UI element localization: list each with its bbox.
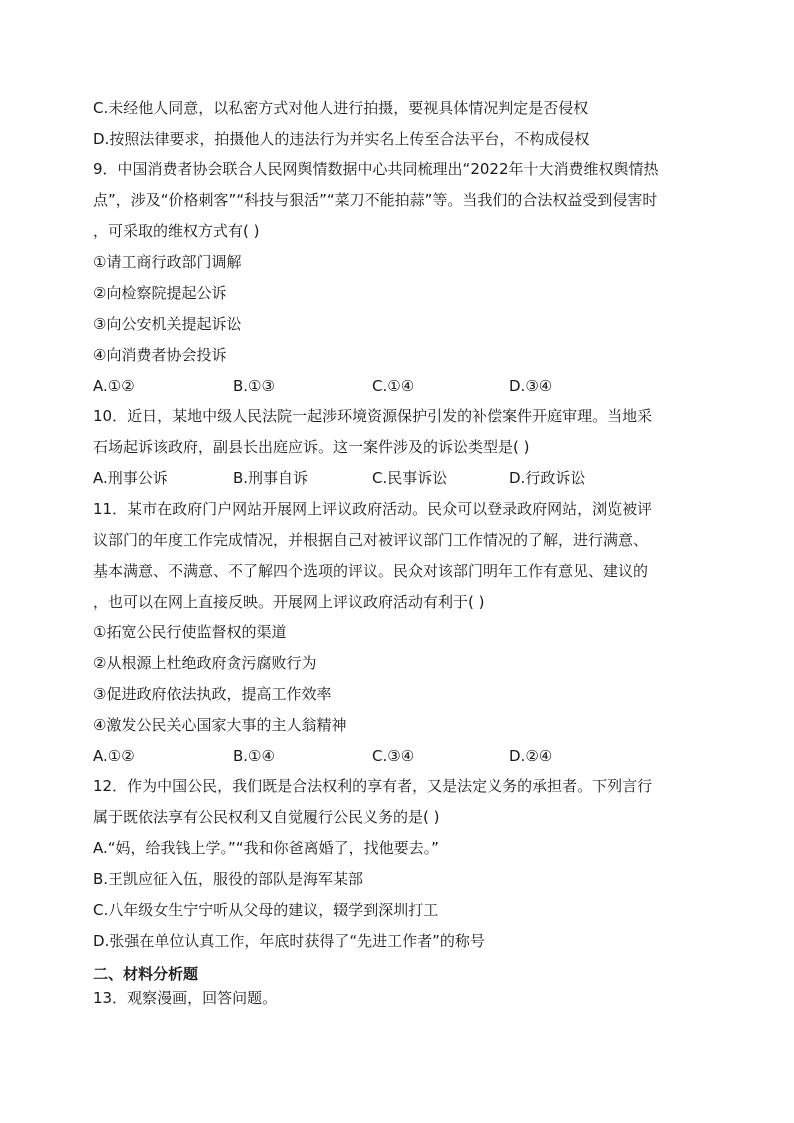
q9-option-a: A.①② — [93, 377, 135, 395]
q9-item-3: ③向公安机关提起诉讼 — [93, 315, 242, 333]
q11-option-a: A.①② — [93, 747, 135, 765]
q11-option-b: B.①④ — [233, 747, 275, 765]
section-heading: 二、材料分析题 — [93, 965, 199, 983]
q12-choice-d: D.张强在单位认真工作，年底时获得了“先进工作者”的称号 — [93, 932, 485, 950]
q10-option-d: D.行政诉讼 — [509, 469, 586, 487]
q12-choice-c: C.八年级女生宁宁听从父母的建议，辍学到深圳打工 — [93, 901, 439, 919]
q9-stem-line-3: ，可采取的维权方式有( ) — [93, 222, 260, 240]
q9-item-1: ①请工商行政部门调解 — [93, 253, 242, 271]
q10-option-c: C.民事诉讼 — [372, 469, 448, 487]
q9-option-b: B.①③ — [233, 377, 275, 395]
q11-stem-line-1: 11．某市在政府门户网站开展网上评议政府活动。民众可以登录政府网站，浏览被评 — [93, 500, 653, 518]
q9-option-d: D.③④ — [509, 377, 553, 395]
q10-option-b: B.刑事自诉 — [233, 469, 309, 487]
q11-stem-line-2: 议部门的年度工作完成情况，并根据自己对被评议部门工作情况的了解，进行满意、 — [93, 531, 649, 549]
q11-item-1: ①拓宽公民行使监督权的渠道 — [93, 623, 287, 641]
q11-item-3: ③促进政府依法执政，提高工作效率 — [93, 685, 332, 703]
q11-option-c: C.③④ — [372, 747, 415, 765]
q11-option-d: D.②④ — [509, 747, 553, 765]
q9-stem-line-2: 点”，涉及“价格刺客”“科技与狠活”“菜刀不能拍蒜”等。当我们的合法权益受到侵害时 — [93, 191, 658, 209]
q8-option-c: C.未经他人同意，以私密方式对他人进行拍摄，要视具体情况判定是否侵权 — [93, 99, 589, 117]
q11-stem-line-3: 基本满意、不满意、不了解四个选项的评议。民众对该部门明年工作有意见、建议的 — [93, 562, 649, 580]
q10-option-a: A.刑事公诉 — [93, 469, 168, 487]
q12-choice-a: A.“妈，给我钱上学。”“我和你爸离婚了，找他要去。” — [93, 839, 439, 857]
q11-item-2: ②从根源上杜绝政府贪污腐败行为 — [93, 654, 317, 672]
q9-option-c: C.①④ — [372, 377, 415, 395]
q9-item-2: ②向检察院提起公诉 — [93, 284, 227, 302]
q9-item-4: ④向消费者协会投诉 — [93, 346, 227, 364]
q13-stem: 13．观察漫画，回答问题。 — [93, 989, 278, 1007]
q8-option-d: D.按照法律要求，拍摄他人的违法行为并实名上传至合法平台，不构成侵权 — [93, 130, 590, 148]
q12-stem-line-1: 12．作为中国公民，我们既是合法权利的享有者，又是法定义务的承担者。下列言行 — [93, 777, 653, 795]
q12-choice-b: B.王凯应征入伍，服役的部队是海军某部 — [93, 870, 364, 888]
q10-stem-line-1: 10．近日，某地中级人民法院一起涉环境资源保护引发的补偿案件开庭审理。当地采 — [93, 407, 653, 425]
q12-stem-line-2: 属于既依法享有公民权利又自觉履行公民义务的是( ) — [93, 808, 440, 826]
q11-stem-line-4: ，也可以在网上直接反映。开展网上评议政府活动有利于( ) — [93, 593, 485, 611]
q11-item-4: ④激发公民关心国家大事的主人翁精神 — [93, 716, 347, 734]
q10-stem-line-2: 石场起诉该政府，副县长出庭应诉。这一案件涉及的诉讼类型是( ) — [93, 438, 530, 456]
q9-stem-line-1: 9．中国消费者协会联合人民网舆情数据中心共同梳理出“2022年十大消费维权舆情热 — [93, 160, 659, 178]
